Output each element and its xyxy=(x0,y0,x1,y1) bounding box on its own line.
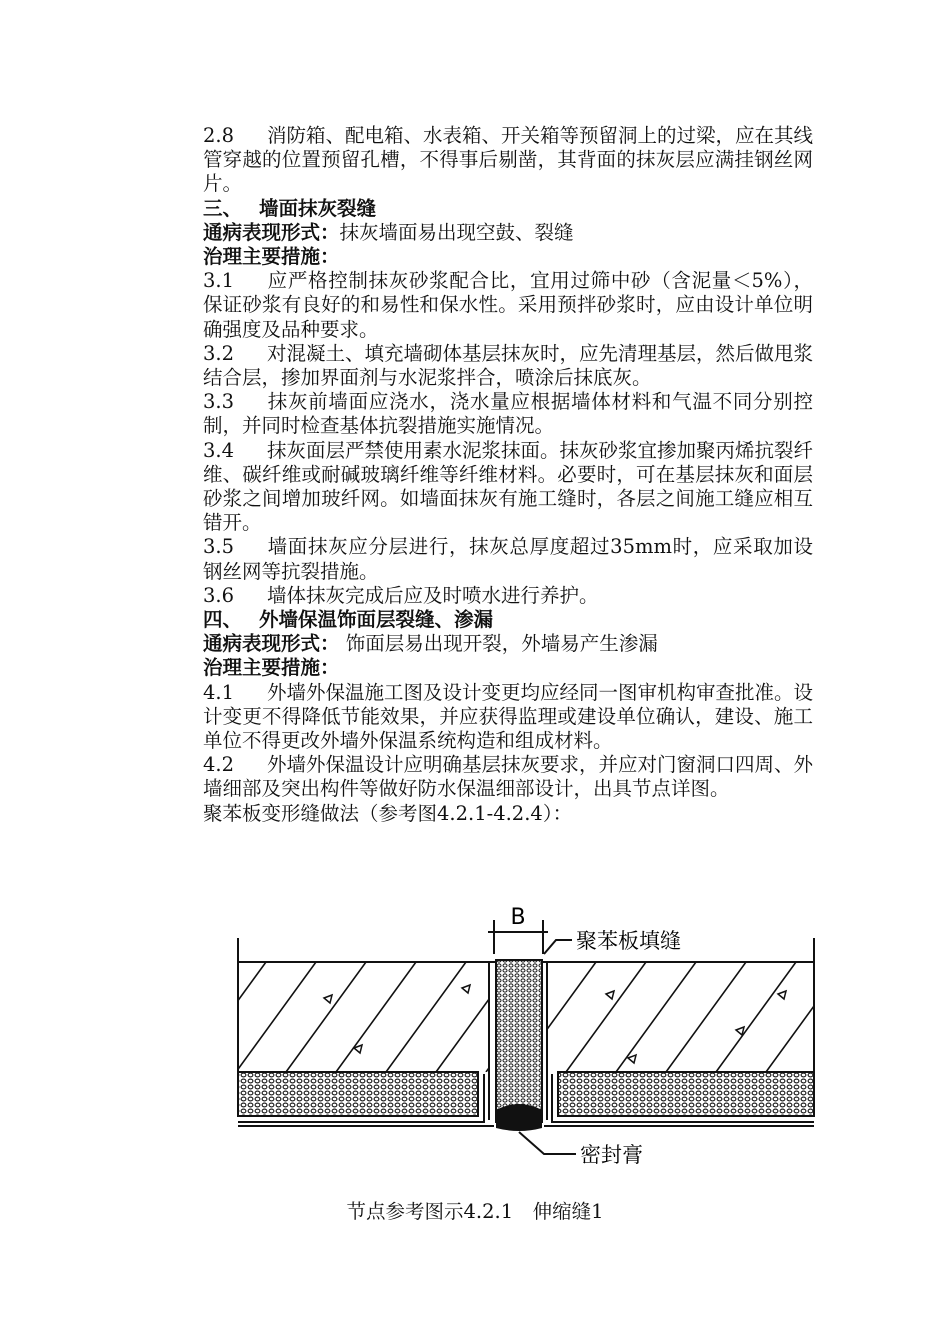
measures-label: 治理主要措施： xyxy=(203,656,340,680)
item-text: 对混凝土、填充墙砌体基层抹灰时，应先清理基层，然后做甩浆结合层，掺加界面剂与水泥浆拌合，喷涂后抹底灰。 xyxy=(203,341,814,390)
expansion-joint-diagram xyxy=(226,898,826,1168)
paragraph-3-2 xyxy=(203,342,813,390)
seal-label: 密封膏 xyxy=(580,1143,643,1167)
item-number: 3.4 xyxy=(203,438,235,462)
insulation-board-right xyxy=(558,1072,814,1116)
item-number: 3.1 xyxy=(203,269,235,293)
dimension-label-b: B xyxy=(510,905,526,930)
fill-leader-line xyxy=(544,940,572,954)
item-text: 墙体抹灰完成后应及时喷水进行养护。 xyxy=(267,583,599,607)
item-text: 抹灰前墙面应浇水，浇水量应根据墙体材料和气温不同分别控制，并同时检查基体抗裂措施实施情况。 xyxy=(203,390,813,438)
joint-foam-filler xyxy=(496,960,542,1122)
item-number: 4.1 xyxy=(203,680,235,704)
insulation-board-left xyxy=(238,1072,478,1116)
item-number: 3.5 xyxy=(203,535,235,559)
paragraph-3-1 xyxy=(203,269,813,342)
symptom-line-3 xyxy=(203,221,813,245)
sealant-plug xyxy=(496,1104,542,1131)
paragraph-3-5 xyxy=(203,535,813,583)
paragraph-3-4 xyxy=(203,439,813,536)
symptom-label: 通病表现形式： xyxy=(203,632,340,656)
item-number: 3.3 xyxy=(203,390,235,414)
heading-text: 外墙保温饰面层裂缝、渗漏 xyxy=(259,608,494,632)
heading-number: 四、 xyxy=(203,608,243,632)
item-number: 2.8 xyxy=(203,124,235,147)
item-text: 应严格控制抹灰砂浆配合比，宜用过筛中砂（含泥量＜5%），保证砂浆有良好的和易性和保水性。采用预拌砂浆时，应由设计单位明确强度及品种要求。 xyxy=(203,269,813,341)
paragraph-4-1 xyxy=(203,681,813,754)
item-number: 3.2 xyxy=(203,341,235,365)
figure-caption: 节点参考图示4.2.1 伸缩缝1 xyxy=(346,1200,604,1223)
paragraph-4-2 xyxy=(203,753,813,801)
figure-intro: 聚苯板变形缝做法（参考图4.2.1-4.2.4）： xyxy=(203,801,573,825)
paragraph-2-8 xyxy=(203,124,813,197)
measures-label-4 xyxy=(203,656,813,680)
section-heading-4 xyxy=(203,608,813,632)
seal-leader-line xyxy=(519,1132,576,1154)
measures-label: 治理主要措施： xyxy=(203,245,340,269)
document-body xyxy=(203,124,813,826)
item-text: 消防箱、配电箱、水表箱、开关箱等预留洞上的过梁，应在其线管穿越的位置预留孔槽，不得事后剔凿，其背面的抹灰层应满挂钢丝网片。 xyxy=(203,124,814,196)
section-heading-3 xyxy=(203,197,813,221)
heading-text: 墙面抹灰裂缝 xyxy=(259,196,377,220)
concrete-wall-right xyxy=(516,962,826,1072)
item-text: 抹灰面层严禁使用素水泥浆抹面。抹灰砂浆宜掺加聚丙烯抗裂纤维、碳纤维或耐碱玻璃纤维等纤维材料。必要时，可在基层抹灰和面层砂浆之间增加玻纤网。如墙面抹灰有施工缝时，各层之间施工缝应相互错开。 xyxy=(203,438,814,535)
item-text: 外墙外保温设计应明确基层抹灰要求，并应对门窗洞口四周、外墙细部及突出构件等做好防水保温细部设计，出具节点详图。 xyxy=(203,753,814,801)
symptom-text: 抹灰墙面易出现空鼓、裂缝 xyxy=(339,220,574,244)
aggregate-marks xyxy=(324,985,786,1063)
fill-label: 聚苯板填缝 xyxy=(576,929,681,953)
item-number: 3.6 xyxy=(203,583,235,607)
paragraph-3-6 xyxy=(203,584,813,608)
paragraph-3-3 xyxy=(203,390,813,438)
measures-label-3 xyxy=(203,245,813,269)
item-number: 4.2 xyxy=(203,753,235,777)
item-text: 外墙外保温施工图及设计变更均应经同一图审机构审查批准。设计变更不得降低节能效果，并应获得监理或建设单位确认，建设、施工单位不得更改外墙外保温系统构造和组成材料。 xyxy=(203,680,814,753)
symptom-label: 通病表现形式： xyxy=(203,220,340,244)
symptom-text: 饰面层易出现开裂，外墙易产生渗漏 xyxy=(339,632,658,656)
item-text: 墙面抹灰应分层进行，抹灰总厚度超过35mm时，应采取加设钢丝网等抗裂措施。 xyxy=(203,535,813,583)
symptom-line-4 xyxy=(203,632,813,656)
heading-number: 三、 xyxy=(203,196,243,220)
